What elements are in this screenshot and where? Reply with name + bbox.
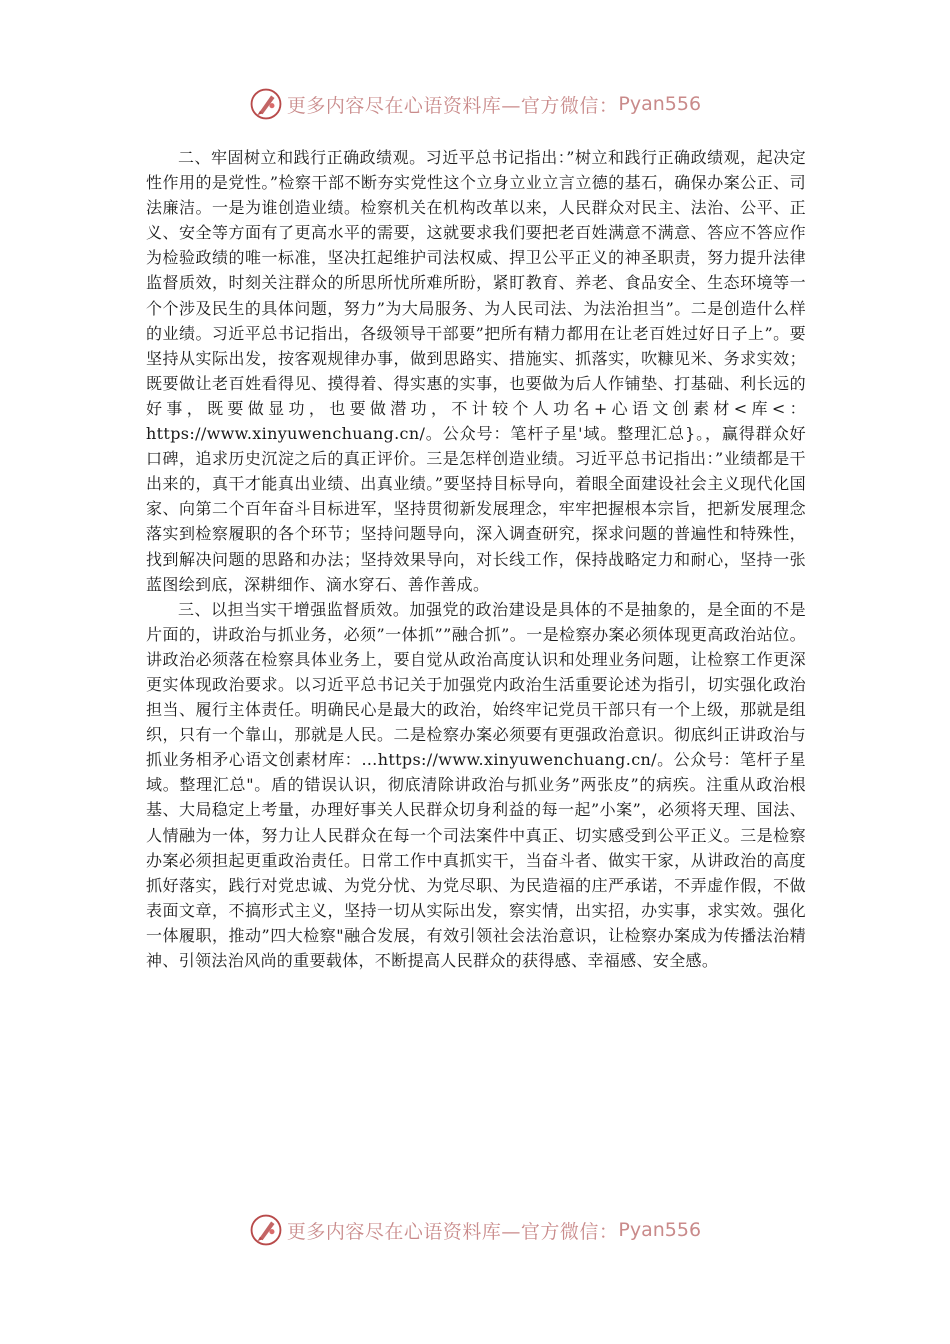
banner-text: 更多内容尽在心语资料库—官方微信：	[286, 1220, 619, 1243]
pen-logo-icon	[249, 1213, 283, 1247]
paragraph-section-three: 三、以担当实干增强监督质效。加强党的政治建设是具体的不是抽象的，是全面的不是片面的，讲政治与抓业务，必须”一体抓””融合抓”。一是检察办案必须体现更高政治站位。讲政治必须落在检察具体业务上，要自觉从政治高度认识和处理业务问题，让检察工作更深更实体现政治要求。以习近平总书记关于加强党内政治生活重要论述为指引，切实强化政治担当、履行主体责任。明确民心是最大的政治，始终牢记党员干部只有一个上级，那就是组织，只有一个靠山，那就是人民。二是检察办案必须要有更强政治意识。彻底纠正讲政治与抓业务相矛心语文创素材库：…https://www.xinyuwenchuang.cn/。公众号：笔杆子星域。整理汇总"。盾的错误认识，彻底清除讲政治与抓业务”两张皮”的病疾。注重从政治根基、大局稳定上考量，办理好事关人民群众切身利益的每一起”小案”，必须将天理、国法、人情融为一体，努力让人民群众在每一个司法案件中真正、切实感受到公平正义。三是检察办案必须担起更重政治责任。日常工作中真抓实干，当奋斗者、做实干家，从讲政治的高度抓好落实，践行对党忠诚、为党分忧、为党尽职、为民造福的庄严承诺，不弄虚作假，不做表面文章，不搞形式主义，坚持一切从实际出发，察实情，出实招，办实事，求实效。强化一体履职，推动”四大检察"融合发展，有效引领社会法治意识，让检察办案成为传播法治精神、引领法治风尚的重要载体，不断提高人民群众的获得感、幸福感、安全感。	[146, 599, 806, 970]
footer-banner	[0, 1210, 950, 1250]
banner-group	[249, 87, 701, 121]
paragraph-section-two: 二、牢固树立和践行正确政绩观。习近平总书记指出：”树立和践行正确政绩观，起决定性作用的是党性。”检察干部不断夯实党性这个立身立业立言立德的基石，确保办案公正、司法廉洁。一是为谁创造业绩。检察机关在机构改革以来，人民群众对民主、法治、公平、正义、安全等方面有了更高水平的需要，这就要求我们要把老百姓满意不满意、答应不答应作为检验政绩的唯一标准，坚决扛起维护司法权威、捍卫公平正义的神圣职责，努力提升法律监督质效，时刻关注群众的所思所忧所难所盼，紧盯教育、养老、食品安全、生态环境等一个个涉及民生的具体问题，努力”为大局服务、为人民司法、为法治担当”。二是创造什么样的业绩。习近平总书记指出，各级领导干部要”把所有精力都用在让老百姓过好日子上”。要坚持从实际出发，按客观规律办事，做到思路实、措施实、抓落实，吹糠见米、务求实效；既要做让老百姓看得见、摸得着、得实惠的实事，也要做为后人作铺垫、打基础、利长远的好事，既要做显功，也要做潜功，不计较个人功名+心语文创素材<库<：https://www.xinyuwenchuang.cn/。公众号：笔杆子星'域。整理汇总}。，赢得群众好口碑，追求历史沉淀之后的真正评价。三是怎样创造业绩。习近平总书记指出：”业绩都是干出来的，真干才能真出业绩、出真业绩。”要坚持目标导向，着眼全面建设社会主义现代化国家、向第二个百年奋斗目标进军，坚持贯彻新发展理念，牢牢把握根本宗旨，把新发展理念落实到检察履职的各个环节；坚持问题导向，深入调查研究，探求问题的普遍性和特殊性，找到解决问题的思路和办法；坚持效果导向，对长线工作，保持战略定力和耐心，坚持一张蓝图绘到底，深耕细作、滴水穿石、善作善成。	[146, 148, 806, 594]
pen-logo-icon	[249, 87, 283, 121]
banner-wechat-id: Pyan556	[618, 93, 702, 115]
banner-wechat-id: Pyan556	[618, 1219, 702, 1241]
banner-group	[249, 1213, 701, 1247]
header-banner	[0, 84, 950, 124]
document-body	[146, 145, 806, 973]
banner-text: 更多内容尽在心语资料库—官方微信：	[286, 94, 619, 117]
